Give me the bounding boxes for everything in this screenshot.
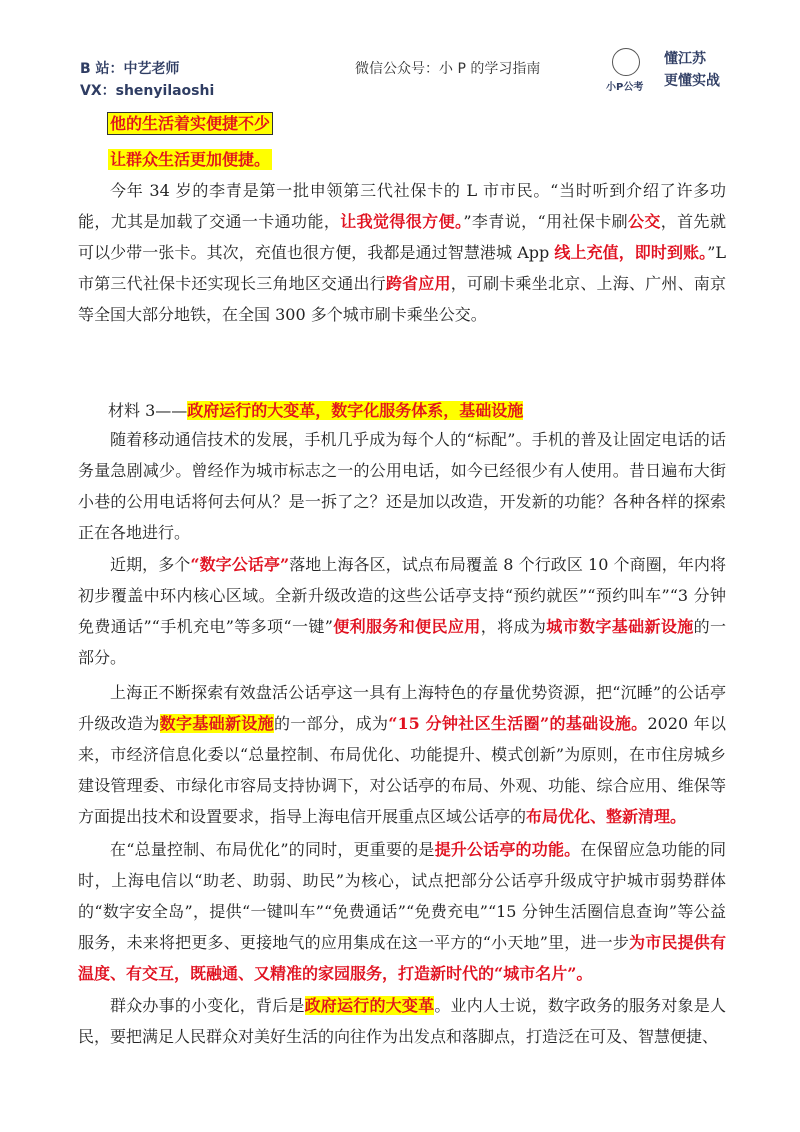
paragraph-1: 今年 34 岁的李青是第一批申领第三代社保卡的 L 市市民。“当时听到介绍了许多功能，尤其是加载了交通一卡通功能，让我觉得很方便。”李青说，“用社保卡刷公交，首先就可以少带一张卡。其次，充值也很方便，我都是通过智慧港城 App 线上充值，即时到账。”L 市第三代社保卡还实现长三角地区交通出行跨省应用，可刷卡乘坐北京、上海、广州、南京等全国大部分地铁，在全国 300 多个城市刷卡乘坐公交。: [78, 181, 726, 324]
highlight-line-2: 让群众生活更加便捷。: [110, 150, 271, 169]
header-wechat-id: VX：shenyilaoshi: [80, 83, 215, 99]
paragraph-2: 随着移动通信技术的发展，手机几乎成为每个人的“标配”。手机的普及让固定电话的话务量急剧减少。曾经作为城市标志之一的公用电话，如今已经很少有人使用。昔日遍布大街小巷的公用电话将何去何从？是一拆了之？还是加以改造，开发新的功能？各种各样的探索正在各地进行。: [78, 430, 726, 542]
header-official-account: 微信公众号：小 P 的学习指南: [355, 61, 541, 77]
paragraph-4: 上海正不断探索有效盘活公话亭这一具有上海特色的存量优势资源，把“沉睡”的公话亭升级改造为数字基础新设施的一部分，成为“15 分钟社区生活圈”的基础设施。2020 年以来，市经济信息化委以“总量控制、布局优化、功能提升、模式创新”为原则，在市住房城乡建设管理委、市绿化市容局支持协调下，对公话亭的布局、外观、功能、综合应用、维保等方面提出技术和设置要求，指导上海电信开展重点区域公话亭的布局优化、整新清理。: [78, 683, 726, 826]
logo-slogan-1: 懂江苏: [664, 51, 706, 67]
brand-logo: [606, 46, 746, 96]
avatar-icon: [612, 48, 640, 76]
paragraph-5: 在“总量控制、布局优化”的同时，更重要的是提升公话亭的功能。在保留应急功能的同时，上海电信以“助老、助弱、助民”为核心，试点把部分公话亭升级成守护城市弱势群体的“数字安全岛”，提供“一键叫车”“免费通话”“免费充电”“15 分钟生活圈信息查询”等公益服务，未来将把更多、更接地气的应用集成在这一平方的“小天地”里，进一步为市民提供有温度、有交互，既融通、又精准的家园服务，打造新时代的“城市名片”。: [78, 840, 726, 983]
paragraph-6: 群众办事的小变化，背后是政府运行的大变革。业内人士说，数字政务的服务对象是人民，要把满足人民群众对美好生活的向往作为出发点和落脚点，打造泛在可及、智慧便捷、: [78, 996, 726, 1046]
logo-small-text: 小P公考: [606, 82, 644, 93]
header-bilibili: B 站：中艺老师: [80, 61, 180, 77]
paragraph-3: 近期，多个“数字公话亭”落地上海各区，试点布局覆盖 8 个行政区 10 个商圈，年内将初步覆盖中环内核心区域。全新升级改造的这些公话亭支持“预约就医”“预约叫车”“3 分钟免费通话”“手机充电”等多项“一键”便利服务和便民应用，将成为城市数字基础新设施的一部分。: [78, 555, 726, 667]
logo-slogan-2: 更懂实战: [664, 73, 720, 89]
highlight-line-1: 他的生活着实便捷不少: [110, 114, 271, 133]
material-3-title: 材料 3——政府运行的大变革，数字化服务体系，基础设施: [108, 401, 524, 420]
